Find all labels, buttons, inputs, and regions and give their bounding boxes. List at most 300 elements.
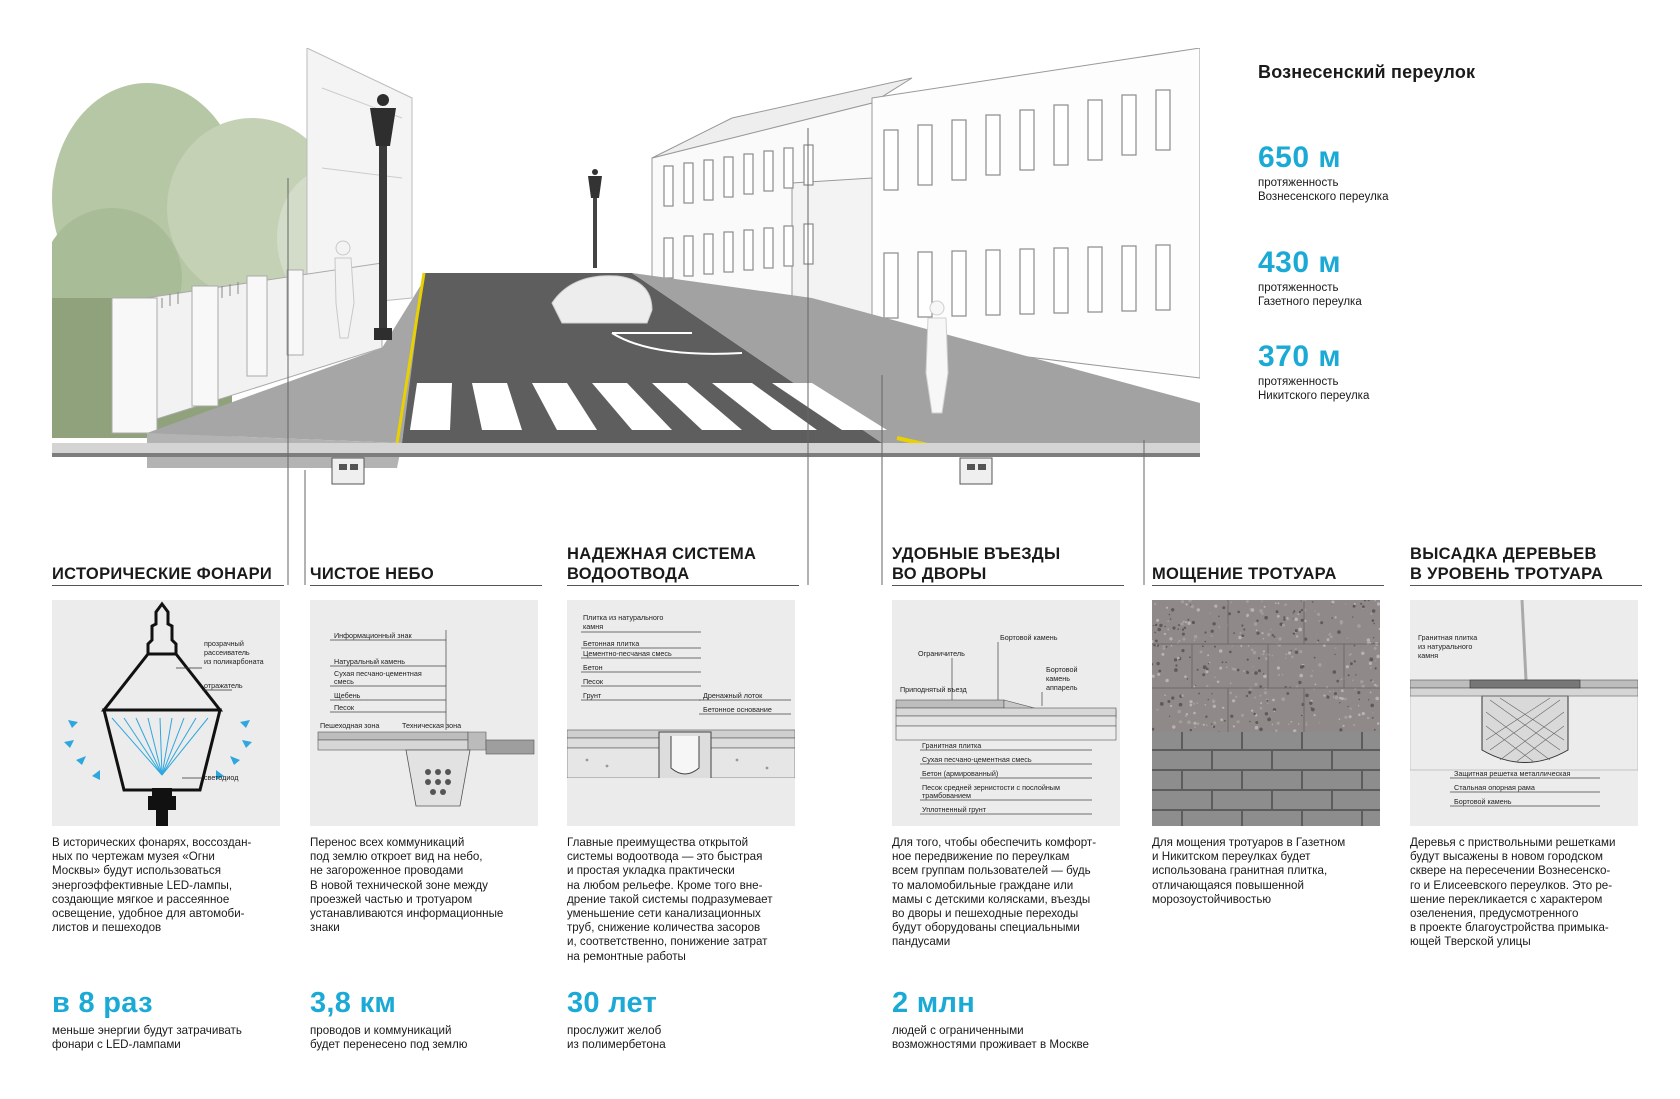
granite-speck (1295, 651, 1298, 654)
granite-speck (1372, 680, 1374, 682)
diagram-label: Гранитная плитка (1418, 633, 1478, 642)
granite-speck (1246, 615, 1248, 617)
granite-speck (1253, 651, 1256, 654)
granite-speck (1241, 634, 1244, 637)
diagram-label: Информационный знак (334, 631, 412, 640)
granite-speck (1259, 728, 1263, 732)
granite-speck (1333, 670, 1337, 674)
granite-speck (1358, 714, 1361, 717)
divider (310, 585, 542, 586)
building-window (1054, 248, 1068, 313)
granite-speck (1205, 716, 1207, 718)
desc-line: проезжей частью и тротуаром (310, 892, 473, 906)
granite-speck (1183, 621, 1185, 623)
desc-line: уменьшение сети канализационных (567, 907, 761, 921)
diagram-label: Песок средней зернистости с послойным (922, 783, 1060, 792)
caption-line: из полимербетона (567, 1038, 666, 1051)
granite-speck (1263, 673, 1265, 675)
granite-speck (1341, 697, 1344, 700)
granite-speck (1169, 716, 1170, 717)
feature-title-line: МОЩЕНИЕ ТРОТУАРА (1152, 565, 1337, 583)
granite-speck (1370, 692, 1372, 694)
building-window (784, 226, 793, 266)
caption-line: людей с ограниченными (892, 1024, 1024, 1037)
desc-line: то маломобильные граждане или (892, 878, 1074, 892)
granite-speck (1214, 677, 1216, 679)
granite-speck (1220, 718, 1223, 721)
granite-speck (1335, 696, 1339, 700)
building-window (804, 224, 813, 264)
granite-speck (1256, 630, 1258, 632)
granite-speck (1254, 683, 1257, 686)
street-illustration (52, 48, 1200, 508)
granite-speck (1299, 611, 1301, 613)
granite-speck (1317, 613, 1320, 616)
granite-speck (1171, 645, 1173, 647)
building-window (1054, 105, 1068, 165)
granite-speck (1212, 700, 1215, 703)
caption-line: прослужит желоб (567, 1024, 662, 1037)
feature-title-line: УДОБНЫЕ ВЪЕЗДЫ (892, 545, 1061, 563)
feature-big-caption (310, 1024, 542, 1052)
granite-speck (1261, 600, 1263, 602)
granite-speck (1372, 717, 1374, 719)
granite-speck (1185, 715, 1187, 717)
desc-line: листов и пешеходов (52, 921, 162, 935)
granite-speck (1206, 724, 1208, 726)
granite-speck (1352, 616, 1353, 617)
granite-speck (1272, 655, 1274, 657)
granite-speck (1181, 622, 1184, 625)
feature-title-line: НАДЕЖНАЯ СИСТЕМА (567, 545, 757, 563)
diagram-label: Песок (583, 677, 603, 686)
desc-line: Перенос всех коммуникаций (310, 836, 465, 849)
granite-speck (1347, 706, 1348, 707)
granite-speck (1261, 632, 1263, 634)
diagram-label: Бортовой (1046, 665, 1078, 674)
granite-speck (1298, 613, 1300, 615)
granite-speck (1214, 605, 1217, 608)
granite-speck (1192, 621, 1195, 624)
building-window (684, 163, 693, 203)
granite-speck (1273, 636, 1275, 638)
feature-title (567, 544, 799, 588)
granite-speck (1291, 656, 1293, 658)
building-window (952, 251, 966, 316)
building-window (1020, 249, 1034, 314)
granite-speck (1370, 667, 1371, 668)
desc-line: ющей Тверской улицы (1410, 935, 1531, 949)
granite-speck (1255, 721, 1258, 724)
stat-caption-line: протяженность (1258, 376, 1339, 388)
granite-speck (1357, 624, 1361, 628)
granite-speck (1229, 651, 1232, 654)
granite-speck (1329, 691, 1331, 693)
granite-speck (1293, 610, 1295, 612)
building-window (1156, 245, 1170, 310)
granite-speck (1187, 622, 1190, 625)
granite-speck (1377, 722, 1380, 725)
granite-speck (1375, 667, 1377, 669)
building-window (664, 238, 673, 278)
granite-speck (1317, 640, 1319, 642)
feature-title-line: В УРОВЕНЬ ТРОТУАРА (1410, 565, 1604, 583)
granite-speck (1275, 729, 1278, 732)
caption-line: возможностями проживает в Москве (892, 1038, 1089, 1051)
granite-speck (1212, 622, 1215, 625)
granite-speck (1294, 618, 1298, 622)
granite-speck (1161, 653, 1164, 656)
granite-speck (1304, 638, 1307, 641)
desc-line: мамы с детскими колясками, въезды (892, 892, 1091, 906)
granite-speck (1313, 688, 1314, 689)
granite-speck (1234, 668, 1237, 671)
desc-line: пандусами (892, 935, 951, 949)
granite-speck (1306, 722, 1308, 724)
granite-speck (1231, 602, 1233, 604)
granite-speck (1187, 619, 1189, 621)
granite-speck (1164, 633, 1166, 635)
diagram-label: Гранитная плитка (922, 741, 982, 750)
feature-title-line: ВЫСАДКА ДЕРЕВЬЕВ (1410, 545, 1597, 563)
granite-speck (1205, 670, 1208, 673)
granite-speck (1295, 629, 1298, 632)
granite-speck (1362, 605, 1365, 608)
feature-description (892, 836, 1124, 950)
diagram-label: Ограничитель (918, 649, 965, 658)
granite-speck (1301, 609, 1303, 611)
granite-speck (1293, 612, 1294, 613)
stat-value: 370 м (1258, 340, 1342, 373)
granite-speck (1333, 691, 1334, 692)
granite-speck (1209, 662, 1210, 663)
granite-speck (1237, 611, 1240, 614)
granite-speck (1169, 614, 1171, 616)
desc-line: В исторических фонарях, воссоздан- (52, 836, 252, 849)
building-window (1156, 90, 1170, 150)
granite-speck (1190, 604, 1191, 605)
granite-speck (1251, 710, 1253, 712)
granite-speck (1351, 653, 1353, 655)
granite-speck (1277, 615, 1280, 618)
divider (1152, 585, 1384, 586)
granite-speck (1213, 721, 1216, 724)
granite-speck (1156, 709, 1158, 711)
granite-speck (1306, 724, 1308, 726)
diagram-label: трамбованием (922, 791, 971, 800)
granite-speck (1178, 640, 1180, 642)
granite-speck (1354, 603, 1356, 605)
granite-speck (1349, 715, 1352, 718)
granite-speck (1177, 628, 1179, 630)
granite-speck (1219, 667, 1222, 670)
granite-speck (1260, 702, 1262, 704)
granite-speck (1247, 659, 1249, 661)
granite-speck (1353, 724, 1355, 726)
desc-line: под землю откроет вид на небо, (310, 850, 483, 864)
granite-speck (1369, 662, 1372, 665)
building-window (1088, 100, 1102, 160)
feature-tree-planting (1410, 538, 1642, 1078)
granite-speck (1155, 624, 1157, 626)
ramp-diagram (892, 600, 1120, 826)
granite-speck (1164, 695, 1166, 697)
feature-big-number: в 8 раз (52, 987, 153, 1019)
granite-speck (1367, 717, 1370, 720)
granite-speck (1296, 635, 1298, 637)
granite-speck (1181, 600, 1184, 603)
feature-title-line: ЧИСТОЕ НЕБО (310, 565, 434, 583)
granite-speck (1331, 601, 1334, 604)
granite-speck (1254, 671, 1258, 675)
granite-speck (1298, 628, 1302, 632)
granite-speck (1219, 627, 1220, 628)
granite-speck (1202, 645, 1204, 647)
granite-speck (1200, 650, 1203, 653)
stat-caption (1258, 375, 1369, 403)
granite-speck (1314, 610, 1315, 611)
granite-speck (1202, 673, 1205, 676)
desc-line: и Никитском переулках будет (1152, 850, 1311, 864)
granite-speck (1193, 703, 1194, 704)
desc-line: Для мощения тротуаров в Газетном (1152, 836, 1346, 849)
granite-speck (1233, 725, 1235, 727)
granite-speck (1314, 657, 1316, 659)
granite-speck (1163, 645, 1165, 647)
granite-speck (1179, 720, 1182, 723)
diagram-label: Сухая песчано-цементная (334, 669, 422, 678)
building-window (744, 230, 753, 270)
granite-speck (1302, 665, 1305, 668)
diagram-label: светодиод (204, 773, 239, 782)
stat-caption-line: Газетного переулка (1258, 296, 1362, 308)
granite-speck (1263, 638, 1264, 639)
desc-line: всем группам пользователей — будь (892, 864, 1091, 878)
feature-courtyard-entrances (892, 538, 1124, 1078)
divider (892, 585, 1124, 586)
desc-line: создающие мягкое и рассеянное (52, 892, 230, 906)
feature-drainage (567, 538, 799, 1078)
granite-speck (1246, 671, 1248, 673)
tree-pit-diagram (1410, 600, 1638, 826)
diagram-label: Бетон (583, 663, 603, 672)
granite-speck (1370, 704, 1374, 708)
granite-speck (1369, 658, 1373, 662)
granite-speck (1293, 618, 1294, 619)
granite-speck (1372, 609, 1375, 612)
feature-title-line: ИСТОРИЧЕСКИЕ ФОНАРИ (52, 565, 273, 583)
granite-speck (1283, 616, 1285, 618)
granite-speck (1255, 726, 1259, 730)
feature-big-number: 30 лет (567, 987, 658, 1019)
granite-speck (1258, 669, 1261, 672)
granite-speck (1267, 703, 1269, 705)
desc-line: ное передвижение по переулкам (892, 850, 1070, 864)
granite-speck (1233, 632, 1235, 634)
granite-speck (1157, 673, 1160, 676)
granite-speck (1339, 728, 1342, 731)
diagram-label: Стальная опорная рама (1454, 783, 1535, 792)
building-window (1088, 247, 1102, 312)
granite-speck (1194, 726, 1196, 728)
granite-speck (1238, 636, 1241, 639)
desc-line: устанавливаются информационные (310, 907, 504, 921)
building-window (784, 148, 793, 188)
granite-speck (1214, 646, 1216, 648)
granite-speck (1330, 635, 1333, 638)
granite-speck (1232, 646, 1233, 647)
feature-title-line: ВО ДВОРЫ (892, 565, 987, 583)
granite-speck (1277, 666, 1280, 669)
desc-line: знаки (310, 921, 340, 935)
granite-speck (1211, 693, 1212, 694)
granite-speck (1288, 723, 1290, 725)
granite-speck (1263, 675, 1267, 679)
granite-speck (1301, 600, 1302, 601)
granite-speck (1190, 729, 1192, 731)
divider (567, 585, 799, 586)
building-window (918, 125, 932, 185)
feature-historic-lamps (52, 538, 284, 1078)
granite-speck (1309, 702, 1312, 705)
diagram-label: Песок (334, 703, 354, 712)
granite-speck (1276, 610, 1279, 613)
building-window (986, 250, 1000, 315)
granite-speck (1374, 729, 1376, 731)
granite-speck (1263, 650, 1265, 652)
granite-speck (1246, 600, 1249, 603)
stat-gazetny (1258, 247, 1362, 309)
diagram-label: Защитная решетка металлическая (1454, 769, 1571, 778)
granite-speck (1187, 720, 1191, 724)
granite-speck (1272, 634, 1274, 636)
granite-speck (1291, 721, 1293, 723)
building-window (764, 228, 773, 268)
granite-speck (1374, 684, 1376, 686)
granite-speck (1240, 645, 1242, 647)
desc-line: Главные преимущества открытой (567, 836, 749, 849)
desc-line: В новой технической зоне между (310, 878, 488, 892)
granite-speck (1283, 618, 1285, 620)
building-window (704, 160, 713, 200)
feature-description (310, 836, 542, 935)
desc-line: шение перекликается с характером (1410, 892, 1603, 906)
diagram-label: Бетон (армированный) (922, 769, 999, 778)
granite-speck (1360, 680, 1363, 683)
diagram-label: Цементно-песчаная смесь (583, 649, 672, 658)
granite-speck (1224, 720, 1226, 722)
granite-speck (1197, 669, 1199, 671)
granite-speck (1211, 635, 1213, 637)
diagram-label: из натурального (1418, 642, 1473, 651)
desc-line: ных по чертежам музея «Огни (52, 850, 215, 864)
granite-speck (1203, 724, 1205, 726)
granite-speck (1190, 704, 1193, 707)
granite-speck (1278, 637, 1281, 640)
diagram-label: рассеиватель (204, 648, 250, 657)
granite-speck (1252, 666, 1253, 667)
caption-line: фонари с LED-лампами (52, 1038, 181, 1051)
granite-speck (1222, 661, 1224, 663)
granite-speck (1312, 670, 1313, 671)
granite-speck (1203, 665, 1207, 669)
stat-caption-line: Никитского переулка (1258, 390, 1370, 402)
granite-speck (1183, 638, 1186, 641)
granite-speck (1194, 685, 1196, 687)
granite-speck (1277, 722, 1280, 725)
granite-speck (1353, 605, 1356, 608)
granite-speck (1318, 663, 1322, 667)
granite-speck (1301, 619, 1304, 622)
granite-speck (1170, 705, 1172, 707)
granite-speck (1198, 693, 1200, 695)
desc-line: морозоустойчивостью (1152, 892, 1272, 906)
granite-speck (1185, 621, 1187, 623)
granite-speck (1189, 656, 1191, 658)
desc-line: использована гранитная плитка, (1152, 864, 1328, 878)
granite-speck (1181, 694, 1184, 697)
granite-speck (1267, 718, 1271, 722)
granite-speck (1258, 657, 1260, 659)
diagram-label: из поликарбоната (204, 657, 264, 666)
granite-speck (1274, 711, 1276, 713)
stat-caption (1258, 176, 1388, 204)
granite-speck (1341, 679, 1342, 680)
granite-speck (1261, 613, 1263, 615)
granite-speck (1327, 638, 1330, 641)
granite-speck (1277, 602, 1279, 604)
granite-speck (1335, 616, 1337, 618)
granite-speck (1153, 625, 1154, 626)
granite-speck (1284, 603, 1287, 606)
granite-speck (1254, 697, 1256, 699)
granite-speck (1290, 650, 1291, 651)
granite-speck (1344, 698, 1347, 701)
granite-speck (1249, 608, 1250, 609)
granite-speck (1164, 626, 1166, 628)
desc-line: не загороженное проводами (310, 864, 464, 878)
granite-speck (1237, 669, 1240, 672)
granite-speck (1333, 697, 1334, 698)
granite-speck (1259, 609, 1263, 613)
divider (52, 585, 284, 586)
feature-title (892, 544, 1124, 588)
granite-speck (1181, 649, 1184, 652)
feature-title-line: ВОДООТВОДА (567, 565, 690, 583)
granite-speck (1340, 620, 1344, 624)
diagram-label: Бетонное основание (703, 705, 772, 714)
granite-speck (1243, 670, 1245, 672)
desc-line: во дворы и пешеходные переходы (892, 907, 1079, 921)
granite-speck (1315, 684, 1317, 686)
caption-line: будет перенесено под землю (310, 1038, 468, 1051)
building-window (704, 234, 713, 274)
granite-speck (1217, 681, 1220, 684)
desc-line: на ремонтные работы (567, 949, 686, 963)
granite-speck (1156, 662, 1159, 665)
granite-speck (1368, 699, 1369, 700)
granite-speck (1185, 603, 1187, 605)
granite-speck (1260, 707, 1263, 710)
granite-speck (1372, 712, 1373, 713)
granite-speck (1189, 700, 1192, 703)
granite-speck (1357, 691, 1360, 694)
granite-speck (1174, 668, 1178, 672)
granite-speck (1213, 705, 1216, 708)
granite-speck (1272, 724, 1273, 725)
feature-title (1410, 544, 1642, 588)
stat-value: 650 м (1258, 141, 1342, 174)
